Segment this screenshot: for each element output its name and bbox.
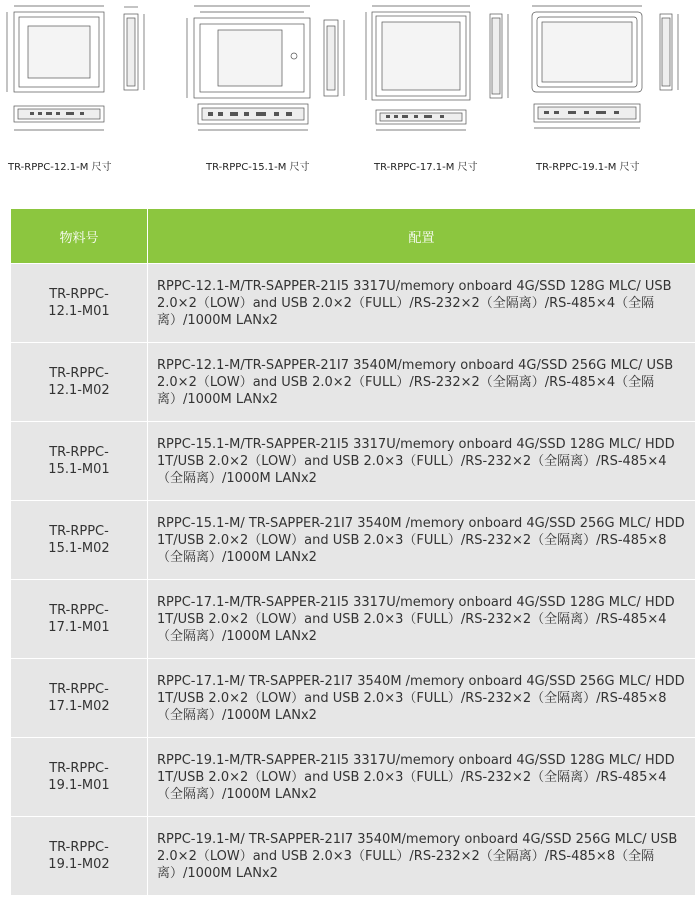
- table-row: [11, 422, 696, 501]
- table-row: [11, 738, 696, 817]
- table-row: [11, 580, 696, 659]
- model-cell: [11, 422, 148, 501]
- drawing-19-1: [524, 0, 696, 150]
- drawing-caption-15-1: TR-RPPC-15.1-M 尺寸: [206, 162, 310, 173]
- drawing-15-1: [180, 0, 360, 150]
- model-line1: TR-RPPC-: [49, 366, 109, 381]
- model-line1: TR-RPPC-: [49, 840, 109, 855]
- table-row: [11, 264, 696, 343]
- model-line2: 12.1-M02: [48, 383, 110, 398]
- table-row: [11, 659, 696, 738]
- table-row: [11, 817, 696, 896]
- model-cell: [11, 580, 148, 659]
- config-cell: RPPC-17.1-M/TR-SAPPER-21I5 3317U/memory onboard 4G/SSD 128G MLC/ HDD 1T/USB 2.0×2（LOW）and USB 2.0×3（FULL）/RS-232×2（全隔离）/RS-485×4（全隔离）/1000M LANx2: [148, 580, 696, 659]
- model-line1: TR-RPPC-: [49, 603, 109, 618]
- model-cell: [11, 817, 148, 896]
- model-cell: [11, 501, 148, 580]
- dimension-diagram-15-1: [180, 0, 360, 150]
- config-cell: RPPC-15.1-M/ TR-SAPPER-21I7 3540M /memory onboard 4G/SSD 256G MLC/ HDD 1T/USB 2.0×2（LOW）and USB 2.0×3（FULL）/RS-232×2（全隔离）/RS-485×8（全隔离）/1000M LANx2: [148, 501, 696, 580]
- model-line2: 15.1-M01: [48, 462, 110, 477]
- model-line1: TR-RPPC-: [49, 287, 109, 302]
- model-line1: TR-RPPC-: [49, 682, 109, 697]
- model-line1: TR-RPPC-: [49, 445, 109, 460]
- model-line2: 15.1-M02: [48, 541, 110, 556]
- drawing-17-1: [362, 0, 522, 150]
- table-row: [11, 343, 696, 422]
- model-line2: 17.1-M01: [48, 620, 110, 635]
- model-cell: [11, 343, 148, 422]
- drawing-caption-17-1: TR-RPPC-17.1-M 尺寸: [374, 162, 478, 173]
- config-cell: RPPC-19.1-M/ TR-SAPPER-21I7 3540M/memory onboard 4G/SSD 256G MLC/ USB 2.0×2（LOW）and USB 2.0×3（FULL）/RS-232×2（全隔离）/RS-485×8（全隔离）/1000M LANx2: [148, 817, 696, 896]
- config-cell: RPPC-12.1-M/TR-SAPPER-21I5 3317U/memory onboard 4G/SSD 128G MLC/ USB 2.0×2（LOW）and USB 2.0×2（FULL）/RS-232×2（全隔离）/RS-485×4（全隔离）/1000M LANx2: [148, 264, 696, 343]
- drawing-caption-12-1: TR-RPPC-12.1-M 尺寸: [8, 162, 112, 173]
- table-header-row: [11, 209, 696, 264]
- dimension-drawings: [0, 0, 696, 180]
- config-cell: RPPC-17.1-M/ TR-SAPPER-21I7 3540M /memory onboard 4G/SSD 256G MLC/ HDD 1T/USB 2.0×2（LOW）and USB 2.0×3（FULL）/RS-232×2（全隔离）/RS-485×8（全隔离）/1000M LANx2: [148, 659, 696, 738]
- model-cell: [11, 738, 148, 817]
- dimension-diagram-17-1: [362, 0, 522, 150]
- model-line2: 17.1-M02: [48, 699, 110, 714]
- spec-table: [10, 208, 696, 896]
- drawing-caption-19-1: TR-RPPC-19.1-M 尺寸: [536, 162, 640, 173]
- model-line2: 19.1-M01: [48, 778, 110, 793]
- config-cell: RPPC-12.1-M/TR-SAPPER-21I7 3540M/memory onboard 4G/SSD 256G MLC/ USB 2.0×2（LOW）and USB 2.0×2（FULL）/RS-232×2（全隔离）/RS-485×4（全隔离）/1000M LANx2: [148, 343, 696, 422]
- config-cell: RPPC-15.1-M/TR-SAPPER-21I5 3317U/memory onboard 4G/SSD 128G MLC/ HDD 1T/USB 2.0×2（LOW）and USB 2.0×3（FULL）/RS-232×2（全隔离）/RS-485×4（全隔离）/1000M LANx2: [148, 422, 696, 501]
- model-cell: [11, 264, 148, 343]
- drawing-12-1: [0, 0, 160, 150]
- model-line2: 12.1-M01: [48, 304, 110, 319]
- model-line2: 19.1-M02: [48, 857, 110, 872]
- table-row: [11, 501, 696, 580]
- dimension-diagram-12-1: [0, 0, 160, 150]
- model-line1: TR-RPPC-: [49, 524, 109, 539]
- config-cell: RPPC-19.1-M/TR-SAPPER-21I5 3317U/memory onboard 4G/SSD 128G MLC/ HDD 1T/USB 2.0×2（LOW）and USB 2.0×3（FULL）/RS-232×2（全隔离）/RS-485×4（全隔离）/1000M LANx2: [148, 738, 696, 817]
- dimension-diagram-19-1: [524, 0, 696, 150]
- model-cell: [11, 659, 148, 738]
- header-config: 配置: [148, 209, 696, 264]
- model-line1: TR-RPPC-: [49, 761, 109, 776]
- header-model: 物料号: [11, 209, 148, 264]
